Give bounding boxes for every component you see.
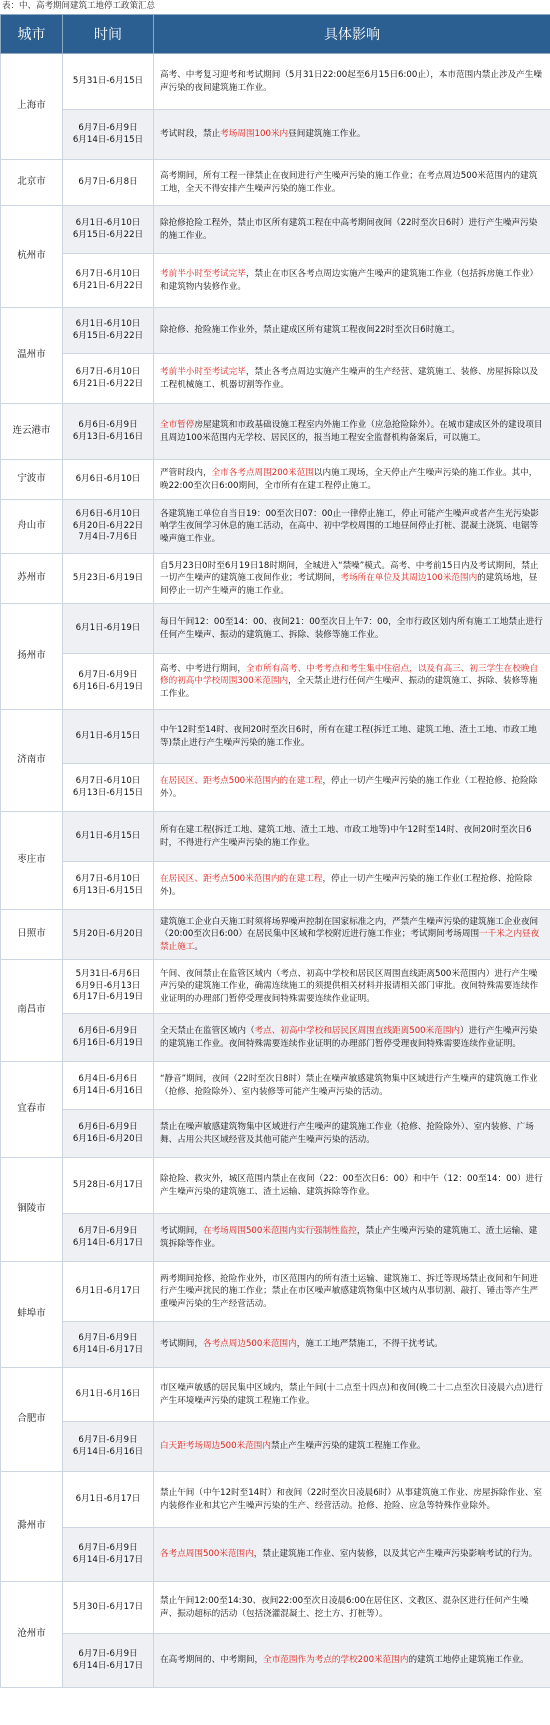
effect-cell [154, 604, 550, 654]
date-cell [63, 1110, 154, 1158]
date-cell [63, 1582, 154, 1634]
highlight-text: 全市各考点周围200米范围 [211, 468, 314, 479]
effect-cell [154, 308, 550, 354]
table-row [1, 1528, 550, 1582]
date-cell [63, 764, 154, 812]
effect-text: 中午12时至14时、夜间20时至次日6时，所有在建工程(拆迁工地、建筑工地、渣土工地、市政工地等)禁止进行产生噪声污染的施工作业。 [160, 725, 537, 748]
table-row [1, 1472, 550, 1528]
city-cell: 日照市 [1, 910, 63, 960]
date-range: 6月1日-6月19日 [75, 622, 141, 633]
date-range: 6月14日-6月17日 [72, 1237, 144, 1248]
effect-cell [154, 160, 550, 206]
date-cell [63, 354, 154, 404]
effect-cell [154, 1014, 550, 1062]
effect-text: ，施工工地严禁施工，不得干扰考试。 [296, 1339, 443, 1350]
date-range: 6月7日-6月9日 [78, 1332, 138, 1343]
date-cell [63, 1528, 154, 1582]
effect-text: 禁止在噪声敏感建筑物集中区域进行产生噪声的建筑施工作业（抢修、抢险除外）、室内装修、广场舞、占用公共区域经营及其他可能产生噪声污染的活动。 [160, 1122, 534, 1145]
city-cell: 宜春市 [1, 1062, 63, 1158]
date-range: 6月16日-6月19日 [72, 681, 144, 692]
table-body [1, 54, 550, 1688]
effect-cell [154, 254, 550, 308]
date-range: 6月7日-6月10日 [75, 873, 141, 884]
date-cell [63, 604, 154, 654]
city-cell: 北京市 [1, 160, 63, 206]
effect-text: ，停止一切产生噪声污染的施工作业(工程抢修、抢险除外)。 [160, 874, 533, 897]
date-cell [63, 812, 154, 862]
effect-text: 考试期间， [160, 1226, 203, 1237]
effect-cell [154, 1528, 550, 1582]
date-cell [63, 1262, 154, 1322]
table-row [1, 1014, 550, 1062]
date-range: 6月17日-6月19日 [72, 992, 144, 1003]
effect-text: 午间、夜间禁止在监管区域内（考点、初高中学校和居民区周围直线距离500米范围内）进行产生噪声污染的建筑施工作业，确需连续施工的须提供相关材料并报请相关部门审批。夜间特殊需要连续作业证明的办理部门暂停受理夜间特殊需要连续作业证明。 [160, 969, 539, 1004]
effect-text: 严管时段内， [160, 468, 212, 479]
effect-text: 考试时段，禁止 [160, 129, 221, 140]
date-range: 6月1日-6月16日 [75, 1388, 141, 1399]
effect-cell [154, 1322, 550, 1368]
effect-cell [154, 1582, 550, 1634]
city-cell: 济南市 [1, 710, 63, 812]
effect-cell [154, 500, 550, 554]
date-cell [63, 54, 154, 110]
city-cell: 舟山市 [1, 500, 63, 554]
effect-text: 。 [194, 941, 203, 952]
date-range: 6月13日-6月15日 [72, 885, 144, 896]
policy-table [0, 14, 550, 1688]
city-cell: 苏州市 [1, 554, 63, 604]
highlight-text: 考场所在单位及其周边100米范围内 [340, 573, 478, 584]
table-row [1, 1322, 550, 1368]
date-range: 6月4日-6月6日 [78, 1073, 138, 1084]
effect-text: 高考期间，所有工程一律禁止在夜间进行产生噪声污染的施工作业；在考点周边500米范围内的建筑工地，全天不得安排产生噪声污染的施工作业。 [160, 171, 538, 194]
date-range: 5月23日-6月19日 [72, 572, 144, 583]
effect-cell [154, 1634, 550, 1688]
effect-text: 禁止午间12:00至14:30、夜间22:00至次日凌晨6:00在居住区、文教区、混杂区进行任何产生噪声、振动超标的活动（包括浇灌混凝土、挖土方、打桩等）。 [160, 1596, 529, 1619]
date-cell [63, 500, 154, 554]
table-row [1, 604, 550, 654]
date-range: 6月7日-6月10日 [75, 775, 141, 786]
effect-cell [154, 1110, 550, 1158]
effect-text: 每日午间12：00至14：00、夜间21：00至次日上午7：00，全市行政区划内所有施工工地禁止进行任何产生噪声、振动的建筑施工、拆除、装修等施工作业。 [160, 617, 543, 640]
highlight-text: 在居民区、距考点500米范围内的在建工程 [160, 776, 323, 787]
date-range: 6月1日-6月10日 [75, 318, 141, 329]
effect-text: ，禁止建筑施工作业、室内装修，以及其它产生噪声污染影响考试的行为。 [253, 1549, 538, 1560]
date-range: 6月21日-6月22日 [72, 280, 144, 291]
highlight-text: 一千米之内昼夜禁止施工 [160, 929, 540, 952]
date-range: 6月13日-6月16日 [72, 431, 144, 442]
date-range: 6月13日-6月15日 [72, 787, 144, 798]
effect-text: 除抢险、救灾外，城区范围内禁止在夜间（22：00至次日6：00）和中午（12：00至14：00）进行产生噪声污染的建筑施工、渣土运输、建筑拆除等作业。 [160, 1174, 543, 1197]
effect-cell [154, 110, 550, 160]
effect-text: 各建筑施工单位自当日19：00至次日07：00止一律停止施工，停止可能产生噪声或者产生光污染影响学生夜间学习休息的施工活动，在高中、初中学校周围的工地昼间停止打桩、混凝土浇筑、电锯等噪声施工作业。 [160, 509, 539, 544]
table-row [1, 110, 550, 160]
table-row [1, 54, 550, 110]
date-cell [63, 910, 154, 960]
date-range: 6月9日-6月13日 [75, 980, 141, 991]
effect-cell [154, 460, 550, 500]
effect-text: ，停止一切产生噪声污染的施工作业（工程抢修、抢险除外）。 [160, 776, 538, 799]
effect-cell [154, 1214, 550, 1262]
date-range: 6月7日-6月9日 [78, 122, 138, 133]
table-row [1, 254, 550, 308]
date-cell [63, 654, 154, 710]
table-row [1, 910, 550, 960]
date-range: 6月14日-6月16日 [72, 1446, 144, 1457]
date-cell [63, 254, 154, 308]
effect-text: 除抢修抢险工程外，禁止市区所有建筑工程在中高考期间夜间（22时至次日6时）进行产生噪声污染的施工作业。 [160, 218, 538, 241]
date-cell [63, 1214, 154, 1262]
table-row [1, 1422, 550, 1472]
effect-cell [154, 764, 550, 812]
date-range: 5月31日-6月15日 [72, 75, 144, 86]
date-range: 6月14日-6月17日 [72, 1554, 144, 1565]
city-cell: 合肥市 [1, 1368, 63, 1472]
effect-cell [154, 710, 550, 764]
city-cell: 杭州市 [1, 206, 63, 308]
effect-text: 的建筑场地，昼间停止一切产生噪声的施工作业。 [160, 573, 538, 596]
date-range: 6月7日-6月10日 [75, 366, 141, 377]
table-row [1, 206, 550, 254]
date-range: 5月28日-6月17日 [72, 1179, 144, 1190]
effect-text: ）进行产生噪声污染的建筑施工作业。夜间特殊需要连续作业证明的办理部门暂停受理夜间特殊需要连续作业证明。 [160, 1026, 538, 1049]
date-cell [63, 1062, 154, 1110]
effect-cell [154, 960, 550, 1014]
effect-cell [154, 862, 550, 910]
effect-text: 禁止产生噪声污染的建筑工程施工作业。 [270, 1441, 426, 1452]
date-cell [63, 160, 154, 206]
effect-cell [154, 206, 550, 254]
effect-text: ，禁止产生噪声污染的建筑施工、渣土运输、建筑拆除等作业。 [160, 1226, 538, 1249]
date-range: 6月1日-6月15日 [75, 830, 141, 841]
table-row [1, 500, 550, 554]
city-cell: 扬州市 [1, 604, 63, 710]
date-cell [63, 1322, 154, 1368]
date-range: 6月7日-6月9日 [78, 1542, 138, 1553]
date-range: 6月14日-6月15日 [72, 134, 144, 145]
date-range: 6月6日-6月10日 [75, 508, 141, 519]
date-cell [63, 554, 154, 604]
table-row [1, 1634, 550, 1688]
date-cell [63, 1158, 154, 1214]
date-range: 5月30日-6月17日 [72, 1601, 144, 1612]
table-row [1, 764, 550, 812]
date-cell [63, 1422, 154, 1472]
city-cell: 枣庄市 [1, 812, 63, 910]
effect-text: 房屋建筑和市政基础设施工程室内外施工作业（应急抢险除外）。在城市建成区外的建设项目且周边100米范围内无学校、居民区的，报当地工程安全监督机构备案后，可以施工。 [160, 420, 543, 443]
city-cell: 滁州市 [1, 1472, 63, 1582]
effect-cell [154, 654, 550, 710]
effect-text: 两考期间抢修、抢险作业外，市区范围内的所有渣土运输、建筑施工、拆迁等现场禁止夜间和午间进行产生噪声扰民的施工作业；禁止在市区噪声敏感建筑物集中区域内从事切割、敲打、锤击等产生严重噪声污染的生产经营活动。 [160, 1274, 539, 1309]
date-cell [63, 1014, 154, 1062]
highlight-text: 全市范围作为考点的学校200米范围内 [263, 1655, 409, 1666]
highlight-text: 考前半小时至考试完毕 [160, 269, 246, 280]
table-header-row [1, 15, 550, 54]
table-row [1, 460, 550, 500]
effect-text: ，全天禁止进行任何产生噪声、振动的建筑施工、拆除、装修等施工作业。 [160, 676, 538, 699]
date-range: 6月20日-6月22日 [72, 520, 144, 531]
effect-text: 所有在建工程(拆迁工地、建筑工地、渣土工地、市政工地等)中午12时至14时、夜间20时至次日6时，不得进行产生噪声污染的施工作业。 [160, 825, 532, 848]
highlight-text: 在居民区、距考点500米范围内的在建工程 [160, 874, 323, 885]
highlight-text: 各考点周围500米范围内 [160, 1549, 254, 1560]
date-cell [63, 710, 154, 764]
date-range: 6月1日-6月17日 [75, 1285, 141, 1296]
effect-text: 高考、中考复习迎考和考试期间（5月31日22:00起至6月15日6:00止），本市范围内禁止涉及产生噪声污染的夜间建筑施工作业。 [160, 70, 542, 93]
date-range: 6月7日-6月9日 [78, 1648, 138, 1659]
date-range: 6月14日-6月17日 [72, 1344, 144, 1355]
date-range: 7月4日-7月6日 [78, 532, 138, 543]
date-range: 6月1日-6月10日 [75, 217, 141, 228]
effect-text: 禁止午间（中午12时至14时）和夜间（22时至次日凌晨6时）从事建筑施工作业、房屋拆除作业、室内装修作业和其它产生噪声污染的生产、经营活动。抢修、抢险、应急等特殊作业除外。 [160, 1488, 543, 1511]
effect-cell [154, 812, 550, 862]
date-cell [63, 206, 154, 254]
table-row [1, 308, 550, 354]
table-caption: 表：中、高考期间建筑工地停工政策汇总 [2, 1, 156, 11]
effect-cell [154, 54, 550, 110]
city-cell: 蚌埠市 [1, 1262, 63, 1368]
city-cell: 南昌市 [1, 960, 63, 1062]
date-range: 6月7日-6月9日 [78, 1225, 138, 1236]
table-row [1, 554, 550, 604]
date-range: 6月15日-6月22日 [72, 330, 144, 341]
highlight-text: 考前半小时至考试完毕 [160, 367, 246, 378]
effect-cell [154, 1262, 550, 1322]
highlight-text: 全市暂停 [160, 420, 195, 431]
highlight-text: 全市所有高考、中考考点和考生集中住宿点，以及有高三、初三学生在校晚自修的初高中学校周围300米范围内 [160, 664, 539, 687]
effect-text: 昼间建筑施工作业。 [288, 129, 366, 140]
date-range: 6月16日-6月20日 [72, 1133, 144, 1144]
effect-text: 考试期间， [160, 1339, 203, 1350]
effect-text: 全天禁止在监管区域内（ [160, 1026, 255, 1037]
effect-text: 除抢修、抢险施工作业外，禁止建成区所有建筑工程夜间22时至次日6时施工。 [160, 325, 460, 336]
header-effect: 具体影响 [154, 15, 550, 54]
date-range: 6月6日-6月9日 [78, 1025, 138, 1036]
effect-cell [154, 554, 550, 604]
highlight-text: 白天距考场周边500米范围内 [160, 1441, 271, 1452]
city-cell: 温州市 [1, 308, 63, 404]
date-cell [63, 308, 154, 354]
highlight-text: 考点、初高中学校和居民区周围直线距离500米范围内 [254, 1026, 461, 1037]
date-range: 6月1日-6月15日 [75, 730, 141, 741]
table-row [1, 812, 550, 862]
table-row [1, 1110, 550, 1158]
table-row [1, 1582, 550, 1634]
effect-text: 在高考期间的、中考期间， [160, 1655, 264, 1666]
date-cell [63, 1634, 154, 1688]
date-cell [63, 460, 154, 500]
highlight-text: 在考场周围500米范围内实行强制性监控 [202, 1226, 357, 1237]
date-cell [63, 960, 154, 1014]
effect-cell [154, 1472, 550, 1528]
date-range: 6月1日-6月17日 [75, 1493, 141, 1504]
date-range: 6月14日-6月17日 [72, 1660, 144, 1671]
effect-cell [154, 1422, 550, 1472]
table-row [1, 1368, 550, 1422]
date-range: 5月20日-6月20日 [72, 928, 144, 939]
city-cell: 上海市 [1, 54, 63, 160]
effect-text: ，禁止在市区各考点周边实施产生噪声的建筑施工作业（包括拆房施工作业）和建筑物内装修作业。 [160, 269, 539, 292]
table-row [1, 710, 550, 764]
header-city: 城市 [1, 15, 63, 54]
city-cell: 沧州市 [1, 1582, 63, 1688]
effect-text: 自5月23日0时至6月19日18时期间，全城进入“禁噪”模式。高考、中考前15日内及考试期间，禁止一切产生噪声的建筑施工夜间作业；考试期间， [160, 561, 539, 584]
date-range: 6月21日-6月22日 [72, 378, 144, 389]
table-row [1, 1214, 550, 1262]
effect-text: 高考、中考进行期间， [160, 664, 246, 675]
effect-cell [154, 1158, 550, 1214]
table-row [1, 1262, 550, 1322]
date-range: 6月7日-6月8日 [78, 176, 138, 187]
effect-text: 建筑施工企业白天施工时须将场界噪声控制在国家标准之内，严禁产生噪声污染的建筑施工企业夜间（20:00至次日6:00）在居民集中区域和学校附近进行施工作业；考试期间考场周围 [160, 917, 539, 940]
effect-cell [154, 1062, 550, 1110]
city-cell: 连云港市 [1, 404, 63, 460]
effect-text: 以内施工现场，全天停止产生噪声污染的施工作业。其中，晚22:00至次日6:00期间，全市所有在建工程停止施工。 [160, 468, 538, 491]
table-row [1, 354, 550, 404]
date-cell [63, 110, 154, 160]
table-row [1, 960, 550, 1014]
effect-cell [154, 910, 550, 960]
date-cell [63, 1472, 154, 1528]
table-row [1, 1062, 550, 1110]
city-cell: 铜陵市 [1, 1158, 63, 1262]
city-cell: 宁波市 [1, 460, 63, 500]
highlight-text: 各考点周边500米范围内 [202, 1339, 297, 1350]
date-range: 6月7日-6月10日 [75, 268, 141, 279]
table-row [1, 404, 550, 460]
table-row [1, 862, 550, 910]
date-range: 6月6日-6月9日 [78, 1121, 138, 1132]
table-row [1, 654, 550, 710]
effect-text: ，禁止各考点周边实施产生噪声的生产经营、建筑施工、装修、房屋拆除以及工程机械施工、机器切割等作业。 [160, 367, 539, 390]
date-cell [63, 404, 154, 460]
effect-text: 的建筑工地停止建筑施工作业。 [408, 1655, 529, 1666]
date-range: 6月7日-6月9日 [78, 669, 138, 680]
date-range: 6月7日-6月9日 [78, 1434, 138, 1445]
table-row [1, 1158, 550, 1214]
date-range: 6月6日-6月9日 [78, 419, 138, 430]
date-range: 5月31日-6月6日 [75, 968, 141, 979]
date-range: 6月15日-6月22日 [72, 229, 144, 240]
date-range: 6月6日-6月10日 [75, 473, 141, 484]
date-cell [63, 862, 154, 910]
effect-cell [154, 404, 550, 460]
table-row [1, 160, 550, 206]
date-range: 6月14日-6月16日 [72, 1085, 144, 1096]
effect-text: “静音”期间，夜间（22时至次日8时）禁止在噪声敏感建筑物集中区域进行产生噪声的建筑施工作业（抢修、抢险除外）、室内装修等可能产生噪声污染的活动。 [160, 1074, 538, 1097]
effect-cell [154, 1368, 550, 1422]
date-range: 6月16日-6月19日 [72, 1037, 144, 1048]
effect-cell [154, 354, 550, 404]
date-cell [63, 1368, 154, 1422]
highlight-text: 考场周围100米内 [220, 129, 289, 140]
effect-text: 市区噪声敏感的居民集中区域内，禁止午间(十二点至十四点)和夜间(晚二十二点至次日凌晨六点)进行产生环境噪声污染的建筑工程施工作业。 [160, 1383, 543, 1406]
header-time: 时间 [63, 15, 154, 54]
